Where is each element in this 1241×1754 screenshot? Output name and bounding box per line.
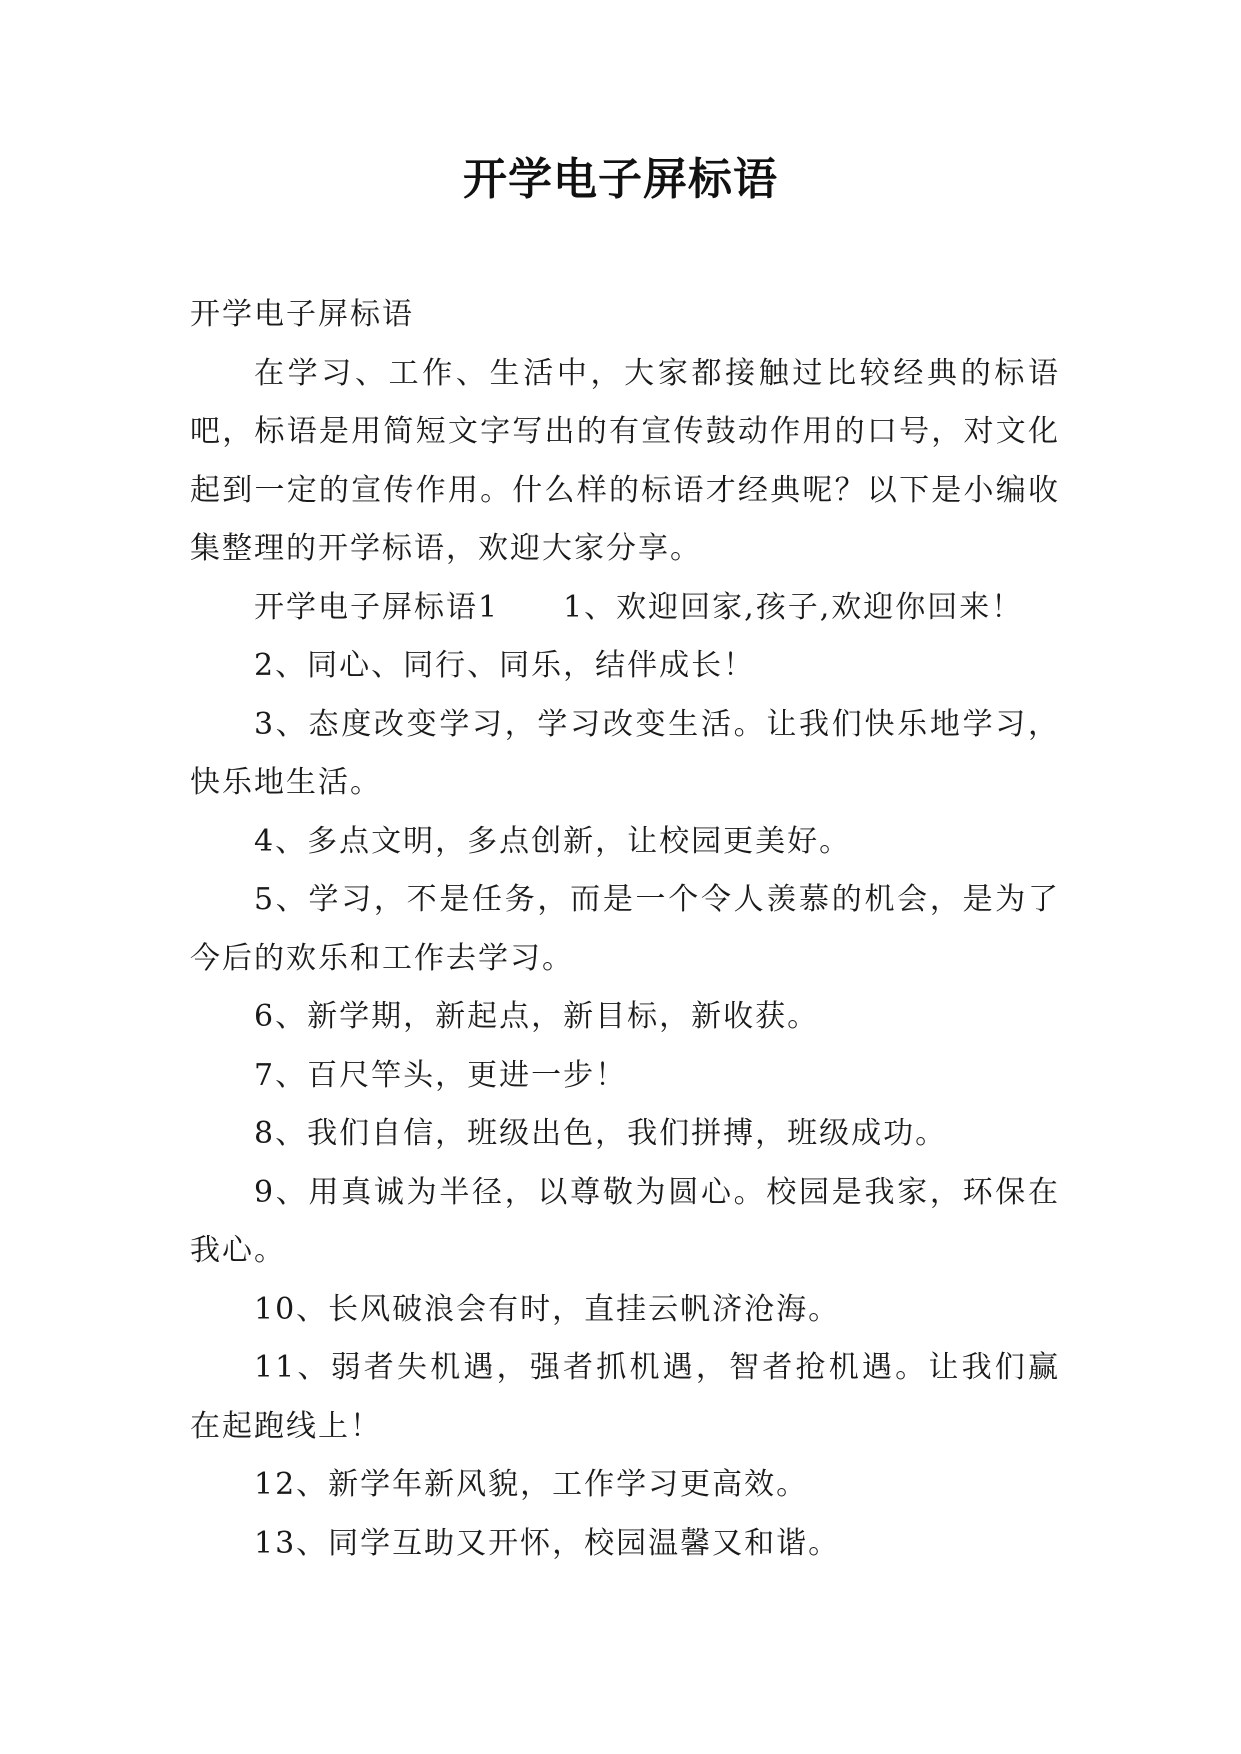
slogan-item: 2、同心、同行、同乐，结伴成长！ xyxy=(254,648,756,683)
paragraph-heading: 开学电子屏标语 xyxy=(190,297,414,332)
slogan-item: 7、百尺竿头，更进一步！ xyxy=(254,1057,628,1093)
slogan-item: 9、用真诚为半径，以尊敬为圆心。校园是我家，环保在我心。 xyxy=(190,1174,1060,1268)
slogan-item: 11、弱者失机遇，强者抓机遇，智者抢机遇。让我们赢在起跑线上！ xyxy=(190,1350,1060,1444)
slogan-item: 开学电子屏标语1 1、欢迎回家,孩子,欢迎你回来！ xyxy=(254,589,1024,625)
slogan-item: 13、同学互助又开怀，校园温馨又和谐。 xyxy=(254,1525,841,1561)
slogan-item: 12、新学年新风貌，工作学习更高效。 xyxy=(254,1467,809,1502)
slogan-item: 3、态度改变学习，学习改变生活。让我们快乐地学习，快乐地生活。 xyxy=(190,706,1060,800)
slogan-item: 4、多点文明，多点创新，让校园更美好。 xyxy=(254,823,852,859)
slogan-item: 5、学习，不是任务，而是一个令人羡慕的机会，是为了今后的欢乐和工作去学习。 xyxy=(190,882,1060,976)
document-body xyxy=(190,286,1060,1573)
paragraph-intro: 在学习、工作、生活中，大家都接触过比较经典的标语吧，标语是用简短文字写出的有宣传鼓动作用的口号，对文化起到一定的宣传作用。什么样的标语才经典呢？以下是小编收集整理的开学标语，欢迎大家分享。 xyxy=(190,355,1060,566)
slogan-item: 8、我们自信，班级出色，我们拼搏，班级成功。 xyxy=(254,1116,948,1151)
slogan-item: 10、长风破浪会有时，直挂云帆济沧海。 xyxy=(254,1291,841,1327)
slogan-item: 6、新学期，新起点，新目标，新收获。 xyxy=(254,999,820,1034)
page-title: 开学电子屏标语 xyxy=(463,154,778,205)
